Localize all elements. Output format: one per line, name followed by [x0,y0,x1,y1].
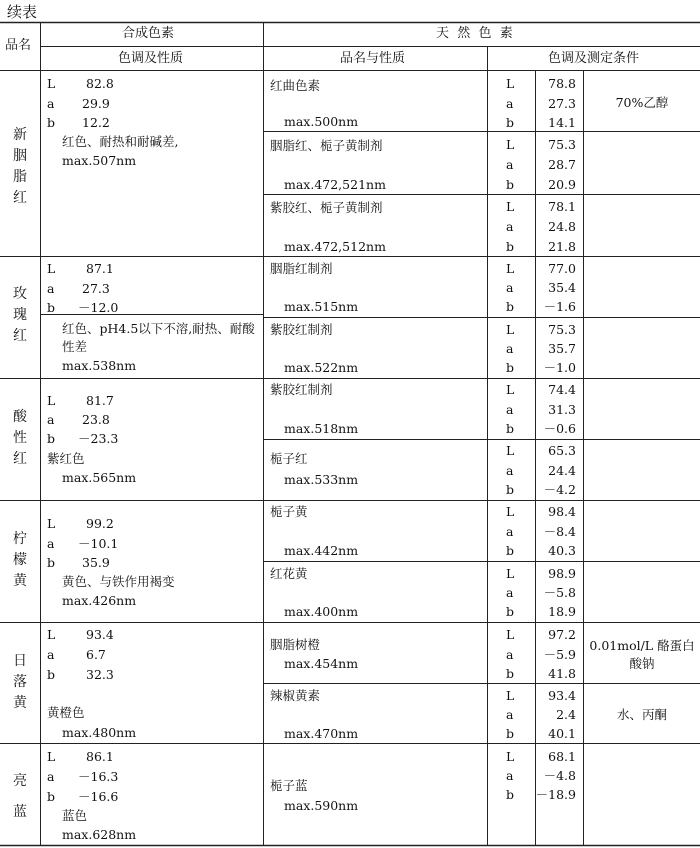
nat-a-value: 31.3 [548,402,576,417]
syn-label-b: b [47,555,56,570]
nat-b-value: 21.8 [548,239,576,254]
measure-condition: 70%乙醇 [615,95,669,110]
measure-condition: 0.01mol/L 酪蛋白酸钠 [589,638,695,671]
header-natural-name: 品名与性质 [340,51,406,66]
nat-label-L: L [506,504,515,519]
nat-b-value: 18.9 [548,604,576,619]
natural-max: max.533nm [284,472,359,487]
nat-label-a: a [506,647,514,662]
nat-label-a: a [506,157,514,172]
nat-label-L: L [506,627,515,642]
natural-name: 胭脂树橙 [270,637,321,652]
natural-name: 红花黄 [270,566,308,581]
nat-L-value: 98.4 [548,504,576,519]
syn-desc: 黄橙色 [47,705,85,720]
nat-a-value: 35.4 [548,280,576,295]
syn-b-value: 35.9 [82,555,110,570]
nat-a-value: 35.7 [548,341,576,356]
syn-desc: 蓝色 [62,808,88,823]
syn-a-value: 29.9 [82,96,110,111]
syn-desc: 紫红色 [47,451,85,466]
syn-label-a: a [47,412,55,427]
syn-label-b: b [47,789,56,804]
natural-max: max.470nm [284,726,359,741]
nat-label-L: L [506,76,515,91]
nat-label-b: b [506,726,515,741]
nat-a-value: 24.4 [548,463,576,478]
nat-label-b: b [506,360,515,375]
nat-L-value: 97.2 [548,627,576,642]
syn-label-L: L [47,516,56,531]
syn-b-value: 32.3 [86,667,114,682]
nat-label-L: L [506,382,515,397]
nat-L-value: 65.3 [548,443,576,458]
nat-label-b: b [506,482,515,497]
nat-b-value: 40.1 [548,726,576,741]
nat-label-b: b [506,666,515,681]
nat-label-a: a [506,707,514,722]
nat-L-value: 93.4 [548,688,576,703]
syn-max: max.480nm [62,725,137,740]
nat-b-value: －0.6 [543,421,576,436]
group-name-4: 日 落 黄 [13,653,27,711]
syn-max: max.565nm [62,470,137,485]
natural-max: max.522nm [284,360,359,375]
nat-label-a: a [506,96,514,111]
group-name-1: 玫 瑰 红 [13,286,27,344]
syn-desc: 红色、pH4.5以下不溶,耐热、耐酸性差 [62,321,255,354]
nat-label-L: L [506,688,515,703]
syn-L-value: 86.1 [86,749,114,764]
syn-max: max.426nm [62,593,137,608]
syn-b-value: －16.6 [78,789,119,804]
nat-L-value: 77.0 [548,261,576,276]
nat-L-value: 74.4 [548,382,576,397]
syn-label-b: b [47,667,56,682]
nat-label-a: a [506,402,514,417]
natural-max: max.590nm [284,798,359,813]
syn-label-L: L [47,261,56,276]
syn-a-value: 27.3 [82,281,110,296]
nat-a-value: －5.9 [543,647,576,662]
syn-label-b: b [47,431,56,446]
natural-max: max.500nm [284,114,359,129]
syn-desc: 黄色、与铁作用褐变 [62,574,175,589]
nat-label-a: a [506,219,514,234]
nat-label-L: L [506,199,515,214]
syn-desc: 红色、耐热和耐碱差, [62,134,179,149]
measure-condition: 水、丙酮 [616,707,667,722]
syn-b-value: 12.2 [82,115,110,130]
nat-label-a: a [506,585,514,600]
syn-label-a: a [47,536,55,551]
syn-label-L: L [47,393,56,408]
group-name-3: 柠 檬 黄 [13,531,27,589]
nat-L-value: 75.3 [548,137,576,152]
header-natural-group: 天 然 色 素 [436,26,513,41]
nat-b-value: －4.2 [543,482,576,497]
nat-label-L: L [506,443,515,458]
nat-b-value: 41.8 [548,666,576,681]
nat-a-value: 2.4 [556,707,576,722]
nat-L-value: 78.1 [548,199,576,214]
syn-label-a: a [47,769,55,784]
syn-label-a: a [47,96,55,111]
nat-label-a: a [506,768,514,783]
nat-b-value: －18.9 [535,787,576,802]
nat-b-value: 14.1 [548,115,576,130]
syn-b-value: －23.3 [78,431,119,446]
nat-label-b: b [506,239,515,254]
group-name-5: 亮 蓝 [13,773,27,820]
nat-L-value: 78.8 [548,76,576,91]
nat-a-value: －5.8 [543,585,576,600]
natural-name: 紫胶红制剂 [270,322,333,337]
nat-b-value: 40.3 [548,543,576,558]
nat-a-value: 24.8 [548,219,576,234]
nat-label-a: a [506,463,514,478]
natural-name: 栀子蓝 [270,778,308,793]
nat-label-L: L [506,566,515,581]
syn-a-value: －10.1 [78,536,119,551]
syn-b-value: －12.0 [78,300,119,315]
nat-L-value: 75.3 [548,322,576,337]
natural-max: max.472,521nm [284,177,386,192]
nat-label-b: b [506,421,515,436]
nat-label-a: a [506,341,514,356]
syn-label-b: b [47,300,56,315]
natural-max: max.400nm [284,604,359,619]
syn-max: max.538nm [62,358,137,373]
nat-b-value: 20.9 [548,177,576,192]
natural-max: max.515nm [284,299,359,314]
nat-label-L: L [506,322,515,337]
natural-name: 紫胶红制剂 [270,382,333,397]
syn-L-value: 87.1 [86,261,114,276]
nat-label-L: L [506,137,515,152]
syn-L-value: 99.2 [86,516,114,531]
nat-a-value: 28.7 [548,157,576,172]
syn-max: max.507nm [62,153,137,168]
syn-L-value: 81.7 [86,393,114,408]
nat-a-value: －8.4 [543,524,576,539]
nat-b-value: －1.6 [543,299,576,314]
group-name-0: 新 胭 脂 红 [13,127,27,206]
nat-label-a: a [506,524,514,539]
nat-label-a: a [506,280,514,295]
nat-L-value: 98.9 [548,566,576,581]
syn-L-value: 82.8 [86,76,114,91]
syn-label-L: L [47,749,56,764]
nat-label-L: L [506,749,515,764]
natural-max: max.454nm [284,656,359,671]
syn-a-value: 23.8 [82,412,110,427]
nat-label-b: b [506,299,515,314]
header-pinming: 品名 [5,38,32,53]
natural-max: max.442nm [284,543,359,558]
nat-label-b: b [506,543,515,558]
nat-L-value: 68.1 [548,749,576,764]
header-natural-tone: 色调及测定条件 [548,51,640,66]
nat-label-b: b [506,604,515,619]
natural-name: 红曲色素 [270,78,321,93]
syn-max: max.628nm [62,827,137,842]
natural-name: 辣椒黄素 [270,688,321,703]
syn-a-value: 6.7 [86,647,106,662]
natural-name: 栀子黄 [270,504,308,519]
syn-label-L: L [47,76,56,91]
nat-label-b: b [506,177,515,192]
natural-max: max.472,512nm [284,239,386,254]
natural-max: max.518nm [284,421,359,436]
nat-label-L: L [506,261,515,276]
page-title: 续表 [7,3,38,21]
syn-a-value: －16.3 [78,769,119,784]
syn-label-L: L [47,627,56,642]
nat-label-b: b [506,787,515,802]
group-name-2: 酸 性 红 [13,409,27,467]
header-synthetic-group: 合成色素 [122,26,175,41]
nat-b-value: －1.0 [543,360,576,375]
header-synthetic-prop: 色调及性质 [118,51,184,66]
nat-a-value: 27.3 [548,96,576,111]
syn-label-b: b [47,115,56,130]
natural-name: 栀子红 [270,451,308,466]
natural-name: 胭脂红制剂 [270,261,333,276]
syn-label-a: a [47,647,55,662]
syn-L-value: 93.4 [86,627,114,642]
nat-a-value: －4.8 [543,768,576,783]
nat-label-b: b [506,115,515,130]
natural-name: 胭脂红、栀子黄制剂 [270,138,383,153]
natural-name: 紫胶红、栀子黄制剂 [270,200,383,215]
syn-label-a: a [47,281,55,296]
